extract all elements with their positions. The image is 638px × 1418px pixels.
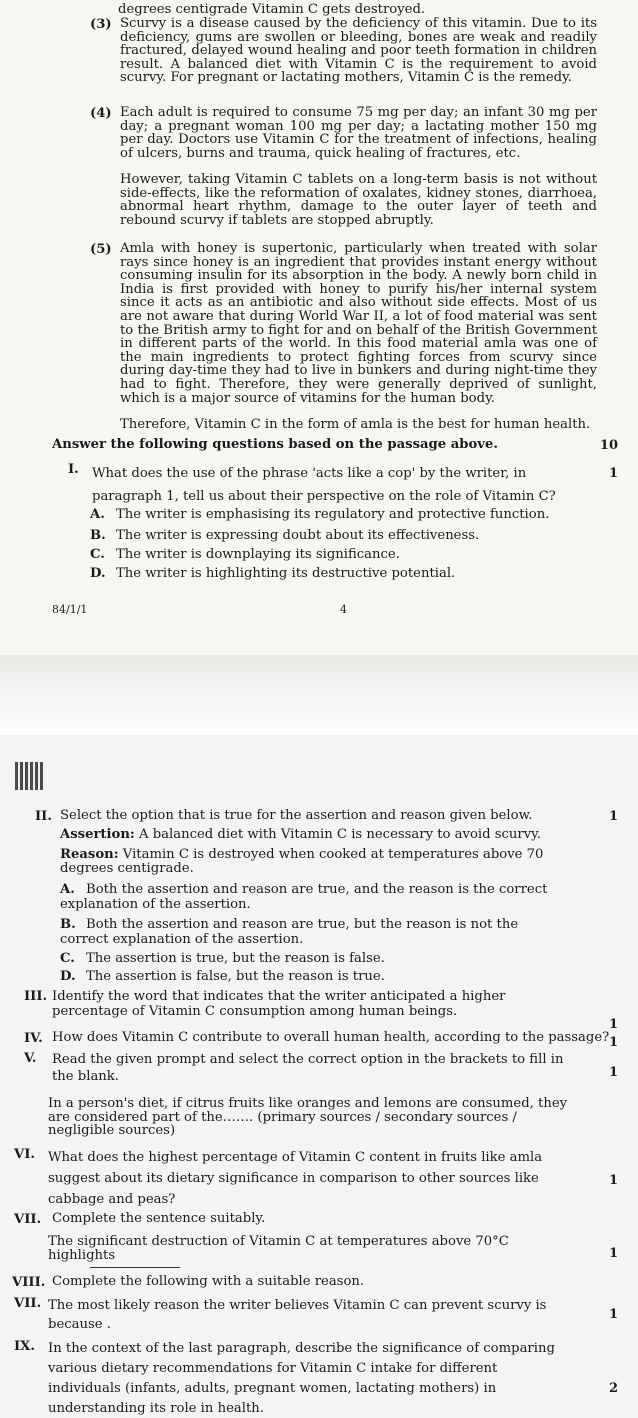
assertion-line: Assertion: A balanced diet with Vitamin C is necessary to avoid scurvy. bbox=[60, 827, 542, 842]
page-number: 4 bbox=[340, 603, 347, 616]
q7-prompt: The significant destruction of Vitamin C at temperatures above 70°C highlights bbox=[48, 1234, 509, 1263]
q1-option-b[interactable]: B. The writer is expressing doubt about its effectiveness. bbox=[90, 528, 480, 543]
q2-option-d[interactable]: D. The assertion is false, but the reason is true. bbox=[60, 969, 385, 984]
para-4: Each adult is required to consume 75 mg per day; an infant 30 mg per day; a pregnant woman 100 mg per day; a lactating mother 150 mg per day. Doctors use Vitamin C for the treatment of infections, healing of ulcers, burns and trauma, quick healing of fractures, etc. bbox=[120, 105, 597, 161]
para-5: Amla with honey is supertonic, particularly when treated with solar rays since honey is an ingredient that provides instant energy without consuming insulin for its absorption in the body. A newly born child in India is first provided with honey to purify his/her internal system since it acts as an antibiotic and also without side effects. Most of us are not aware that during World War II, a lot of food material was sent to the British army to fight for and on behalf of the British Government in different parts of the world. In this food material amla was one of the main ingredients to protect fighting forces from scurvy since during day-time they had to live in bunkers and during night-time they had to fight. Therefore, they were generally deprived of sunlight, which is a major source of vitamins for the human body. bbox=[120, 241, 597, 406]
q1-option-c[interactable]: C. The writer is downplaying its significance. bbox=[90, 547, 400, 562]
q7-text: Complete the sentence suitably. bbox=[52, 1211, 266, 1226]
q7-number: VII. bbox=[14, 1212, 42, 1227]
q9-text: In the context of the last paragraph, describe the significance of comparing various dietary recommendations for Vitamin C intake for different individuals (infants, adults, pregnant women, lactating mothers) in understanding its role in health. bbox=[48, 1341, 555, 1416]
q5-text: Read the given prompt and select the correct option in the brackets to fill in the blank. bbox=[52, 1052, 564, 1084]
q6-marks: 1 bbox=[608, 1173, 618, 1188]
q6-text: What does the highest percentage of Vitamin C content in fruits like amla suggest about its dietary significance in comparison to other sources like cabbage and peas? bbox=[48, 1150, 543, 1207]
q2-number: II. bbox=[35, 809, 52, 824]
q1-option-d[interactable]: D. The writer is highlighting its destructive potential. bbox=[90, 566, 456, 581]
para-3-number: (3) bbox=[90, 17, 112, 32]
para-5-conclusion: Therefore, Vitamin C in the form of amla is the best for human health. bbox=[120, 417, 591, 432]
q4-marks: 1 bbox=[608, 1035, 618, 1050]
q3-number: III. bbox=[24, 989, 48, 1004]
q9-number: IX. bbox=[14, 1339, 35, 1354]
q8b-text: The most likely reason the writer believes Vitamin C can prevent scurvy is because . bbox=[48, 1298, 547, 1332]
q8-text: Complete the following with a suitable reason. bbox=[52, 1274, 365, 1289]
q9-marks: 2 bbox=[608, 1381, 618, 1396]
exam-page-bottom bbox=[0, 735, 638, 1418]
q4-number: IV. bbox=[24, 1031, 43, 1046]
q5-number: V. bbox=[24, 1051, 37, 1066]
q2-option-b[interactable]: B. Both the assertion and reason are true, but the reason is not the correct explanation of the assertion. bbox=[60, 917, 519, 947]
q1-number: I. bbox=[68, 462, 79, 477]
q3-marks: 1 bbox=[608, 1017, 618, 1032]
q5-prompt: In a person's diet, if citrus fruits like oranges and lemons are consumed, they are considered part of the……. (primary sources / secondary sources / negligible sources) bbox=[48, 1096, 568, 1139]
q1-option-a[interactable]: A. The writer is emphasising its regulatory and protective function. bbox=[90, 507, 550, 522]
q5-marks: 1 bbox=[608, 1065, 618, 1080]
q2-option-a[interactable]: A. Both the assertion and reason are true, and the reason is the correct explanation of the assertion. bbox=[60, 882, 548, 912]
top-line: degrees centigrade Vitamin C gets destroyed. bbox=[118, 2, 426, 17]
para-4-number: (4) bbox=[90, 106, 112, 121]
reason-line: Reason: Vitamin C is destroyed when cooked at temperatures above 70 degrees centigrade. bbox=[60, 847, 544, 876]
q8b-number: VII. bbox=[14, 1296, 42, 1311]
q1-text: What does the use of the phrase 'acts like a cop' by the writer, in paragraph 1, tell us about their perspective on the role of Vitamin C? bbox=[92, 466, 556, 504]
q4-text: How does Vitamin C contribute to overall human health, according to the passage? bbox=[52, 1030, 610, 1045]
para-3: Scurvy is a disease caused by the deficiency of this vitamin. Due to its deficiency, gums are swollen or bleeding, bones are weak and readily fractured, delayed wound healing and poor teeth formation in children result. A balanced diet with Vitamin C is the requirement to avoid scurvy. For pregnant or lactating mothers, Vitamin C is the remedy. bbox=[120, 16, 597, 86]
q8-marks: 1 bbox=[608, 1307, 618, 1322]
q2-option-c[interactable]: C. The assertion is true, but the reason is false. bbox=[60, 951, 385, 966]
q3-text: Identify the word that indicates that the writer anticipated a higher percentage of Vitamin C consumption among human beings. bbox=[52, 989, 506, 1019]
q2-marks: 1 bbox=[608, 809, 618, 824]
answer-heading: Answer the following questions based on the passage above. bbox=[52, 437, 498, 452]
q8-number: VIII. bbox=[12, 1275, 46, 1290]
q1-marks: 1 bbox=[608, 466, 618, 481]
qr-code-icon bbox=[15, 762, 43, 790]
para-5-number: (5) bbox=[90, 242, 112, 257]
q6-number: VI. bbox=[14, 1147, 35, 1162]
footer-code: 84/1/1 bbox=[52, 603, 88, 616]
q7-blank-line[interactable] bbox=[90, 1267, 180, 1268]
para-4-continued: However, taking Vitamin C tablets on a long-term basis is not without side-effects, like the reformation of oxalates, kidney stones, diarrhoea, abnormal heart rhythm, damage to the outer layer of teeth and rebound scurvy if tablets are stopped abruptly. bbox=[120, 172, 597, 228]
exam-page-top bbox=[0, 0, 638, 655]
page-divider bbox=[0, 655, 638, 735]
answer-marks: 10 bbox=[599, 438, 618, 453]
q7-marks: 1 bbox=[608, 1246, 618, 1261]
q2-text: Select the option that is true for the assertion and reason given below. bbox=[60, 808, 533, 823]
